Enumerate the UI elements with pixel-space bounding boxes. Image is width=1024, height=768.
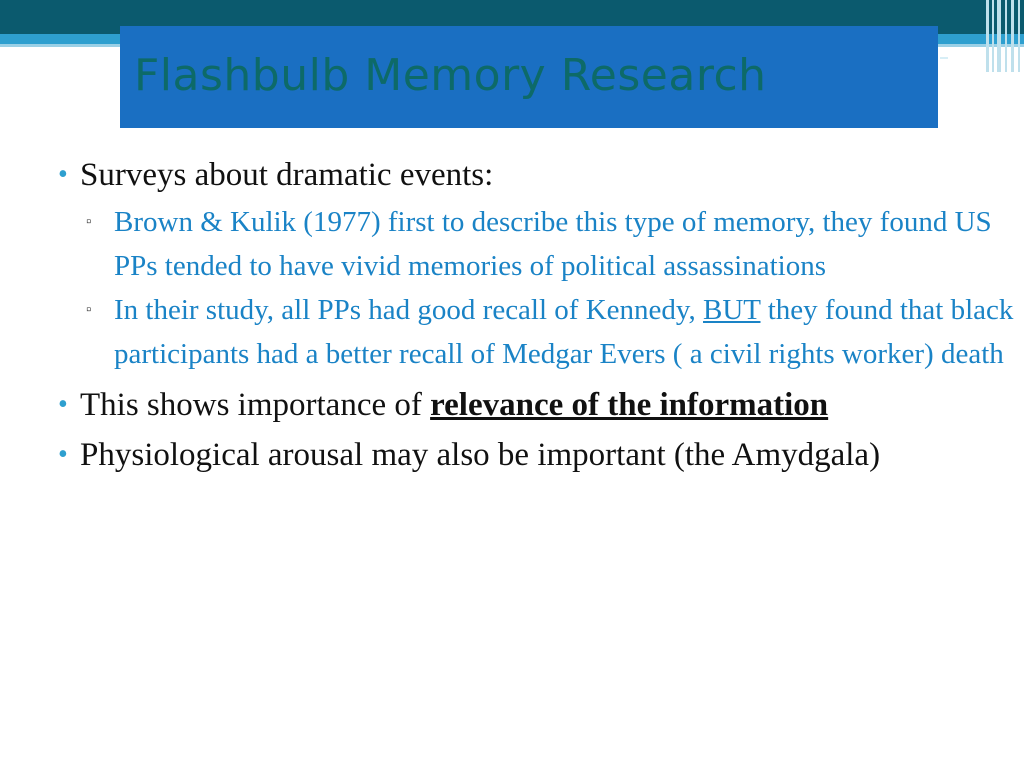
sub-bullet-marker: ▫ [86, 302, 92, 318]
bullet-text: Physiological arousal may also be important (the Amydgala) [80, 437, 881, 473]
bullet-surveys [58, 152, 1018, 198]
slide-content [58, 152, 1018, 480]
sub-bullet-text-after: they found that black participants had a better recall of Medgar Evers ( a civil rights worker) death [114, 294, 1014, 370]
sub-bullet-text: Brown & Kulik (1977) first to describe this type of memory, they found US PPs tended to have vivid memories of political assassinations [114, 206, 992, 282]
bullet-physiological-arousal [58, 432, 1018, 478]
sub-bullet-text-before: In their study, all PPs had good recall of Kennedy, [114, 294, 704, 326]
sub-bullet-marker: ▫ [86, 214, 92, 230]
sub-bullet-emphasis: BUT [703, 294, 761, 326]
bullet-emphasis: relevance of the information [430, 387, 829, 423]
bullet-marker: • [58, 439, 68, 470]
bullet-relevance [58, 382, 1018, 428]
decorative-dash [940, 57, 948, 59]
bullet-text-before: This shows importance of [80, 387, 431, 423]
sub-bullet-kennedy [58, 288, 1018, 376]
decorative-vertical-lines [984, 0, 1024, 72]
sub-bullet-brown-kulik [58, 200, 1018, 288]
bullet-marker: • [58, 389, 68, 420]
bullet-text: Surveys about dramatic events: [80, 157, 494, 193]
bullet-marker: • [58, 159, 68, 190]
slide-title: Flashbulb Memory Research [134, 50, 767, 101]
